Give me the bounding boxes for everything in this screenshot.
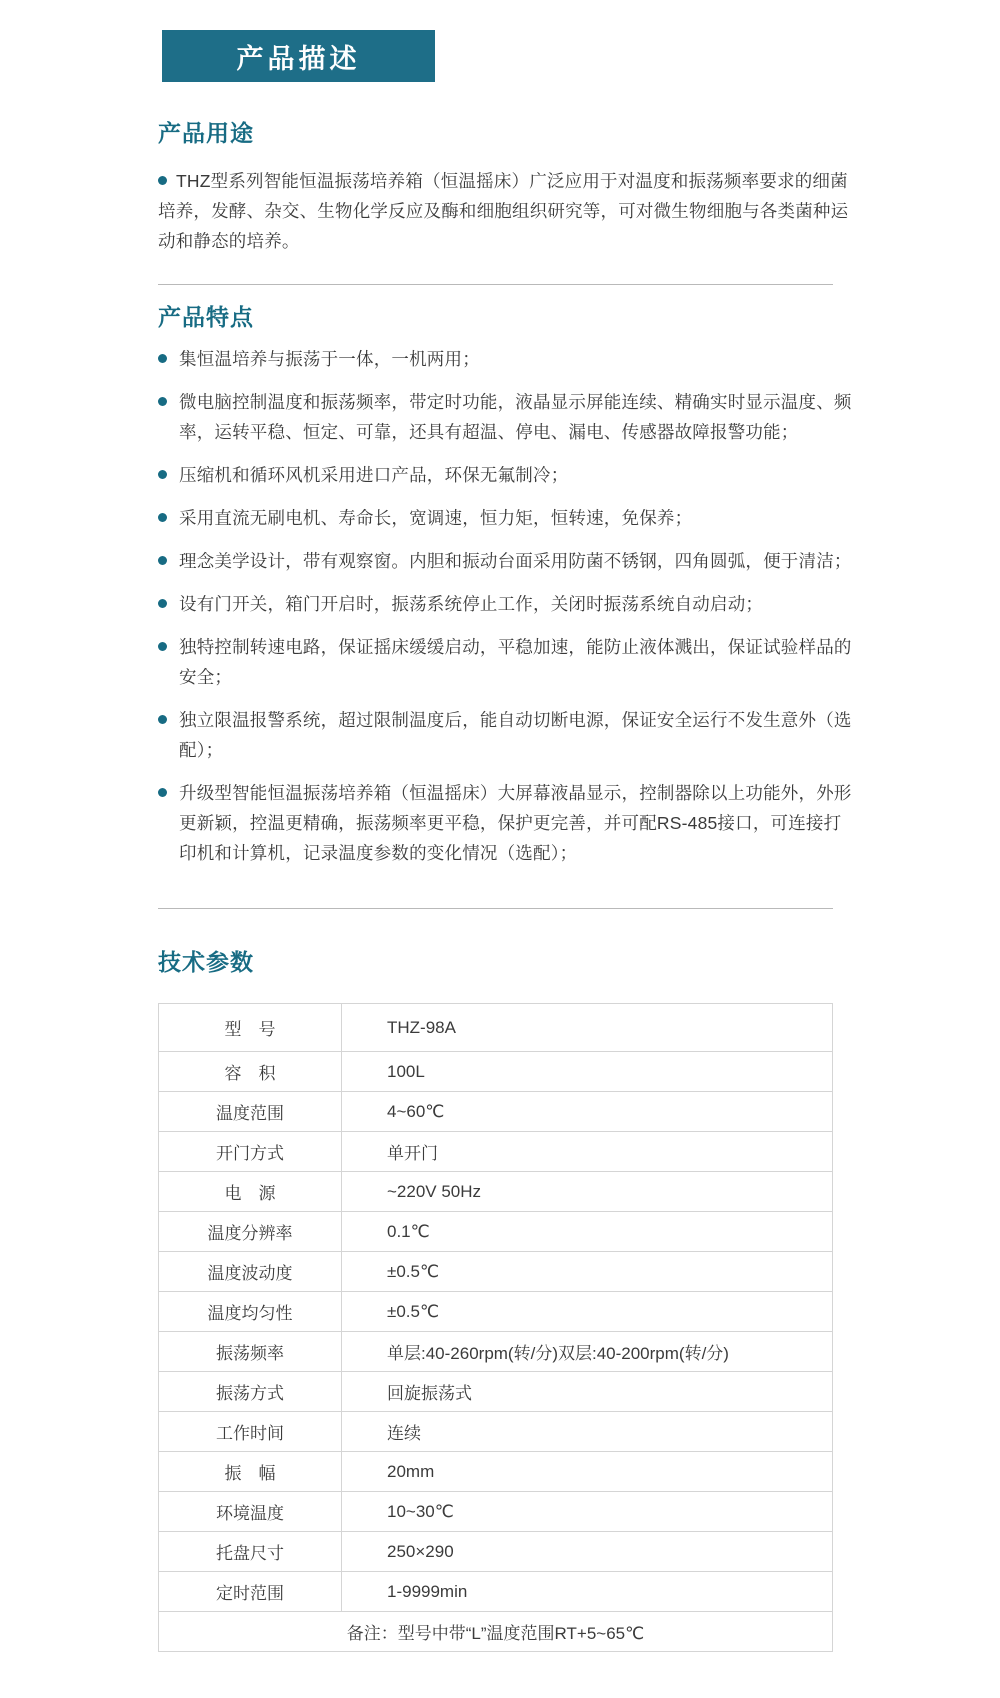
spec-row bbox=[159, 1252, 833, 1292]
features-list bbox=[158, 344, 858, 868]
bullet-icon bbox=[158, 642, 167, 651]
spec-value: ±0.5℃ bbox=[342, 1252, 833, 1292]
spec-label: 振 幅 bbox=[159, 1452, 342, 1492]
spec-label: 托盘尺寸 bbox=[159, 1532, 342, 1572]
spec-value: 20mm bbox=[342, 1452, 833, 1492]
spec-row bbox=[159, 1004, 833, 1052]
spec-label: 温度分辨率 bbox=[159, 1212, 342, 1252]
page-content bbox=[158, 0, 858, 1652]
spec-row bbox=[159, 1172, 833, 1212]
spec-label: 开门方式 bbox=[159, 1132, 342, 1172]
banner-title: 产品描述 bbox=[236, 43, 361, 74]
section-divider bbox=[158, 908, 833, 909]
bullet-icon bbox=[158, 354, 167, 363]
spec-value: ~220V 50Hz bbox=[342, 1172, 833, 1212]
spec-label: 振荡方式 bbox=[159, 1372, 342, 1412]
spec-value: 10~30℃ bbox=[342, 1492, 833, 1532]
feature-text: 集恒温培养与振荡于一体，一机两用； bbox=[179, 349, 480, 369]
bullet-icon bbox=[158, 556, 167, 565]
spec-label: 电 源 bbox=[159, 1172, 342, 1212]
spec-row bbox=[159, 1412, 833, 1452]
bullet-icon bbox=[158, 176, 167, 185]
spec-row bbox=[159, 1572, 833, 1612]
spec-value: 4~60℃ bbox=[342, 1092, 833, 1132]
feature-item bbox=[158, 546, 858, 576]
spec-value: 250×290 bbox=[342, 1532, 833, 1572]
feature-item bbox=[158, 387, 858, 447]
spec-row bbox=[159, 1292, 833, 1332]
feature-text: 设有门开关，箱门开启时，振荡系统停止工作，关闭时振荡系统自动启动； bbox=[179, 594, 764, 614]
spec-row bbox=[159, 1332, 833, 1372]
feature-item bbox=[158, 589, 858, 619]
spec-note: 备注：型号中带“L”温度范围RT+5~65℃ bbox=[159, 1612, 833, 1652]
feature-text: 独特控制转速电路，保证摇床缓缓启动，平稳加速，能防止液体溅出，保证试验样品的安全； bbox=[179, 637, 852, 687]
specs-table bbox=[158, 1003, 833, 1652]
spec-label: 定时范围 bbox=[159, 1572, 342, 1612]
spec-row bbox=[159, 1092, 833, 1132]
spec-row bbox=[159, 1452, 833, 1492]
spec-row bbox=[159, 1372, 833, 1412]
feature-text: 独立限温报警系统，超过限制温度后，能自动切断电源，保证安全运行不发生意外（选配）； bbox=[179, 710, 852, 760]
spec-label: 容 积 bbox=[159, 1052, 342, 1092]
feature-text: 升级型智能恒温振荡培养箱（恒温摇床）大屏幕液晶显示，控制器除以上功能外，外形更新颖，控温更精确，振荡频率更平稳，保护更完善，并可配RS-485接口，可连接打印机和计算机，记录温度参数的变化情况（选配）； bbox=[179, 783, 852, 863]
feature-item bbox=[158, 503, 858, 533]
feature-item bbox=[158, 632, 858, 692]
feature-item bbox=[158, 778, 858, 868]
usage-text: THZ型系列智能恒温振荡培养箱（恒温摇床）广泛应用于对温度和振荡频率要求的细菌培养，发酵、杂交、生物化学反应及酶和细胞组织研究等，可对微生物细胞与各类菌种运动和静态的培养。 bbox=[158, 171, 849, 251]
spec-label: 型 号 bbox=[159, 1004, 342, 1052]
bullet-icon bbox=[158, 788, 167, 797]
spec-value: 回旋振荡式 bbox=[342, 1372, 833, 1412]
bullet-icon bbox=[158, 513, 167, 522]
usage-heading: 产品用途 bbox=[158, 120, 254, 146]
feature-text: 理念美学设计，带有观察窗。内胆和振动台面采用防菌不锈钢，四角圆弧，便于清洁； bbox=[179, 551, 852, 571]
spec-label: 环境温度 bbox=[159, 1492, 342, 1532]
spec-row bbox=[159, 1492, 833, 1532]
spec-row bbox=[159, 1052, 833, 1092]
spec-value: ±0.5℃ bbox=[342, 1292, 833, 1332]
feature-text: 微电脑控制温度和振荡频率，带定时功能，液晶显示屏能连续、精确实时显示温度、频率，运转平稳、恒定、可靠，还具有超温、停电、漏电、传感器故障报警功能； bbox=[179, 392, 852, 442]
spec-row bbox=[159, 1212, 833, 1252]
spec-value: 单开门 bbox=[342, 1132, 833, 1172]
spec-value: 0.1℃ bbox=[342, 1212, 833, 1252]
spec-row bbox=[159, 1532, 833, 1572]
spec-value: THZ-98A bbox=[342, 1004, 833, 1052]
spec-value: 100L bbox=[342, 1052, 833, 1092]
spec-value: 单层:40-260rpm(转/分)双层:40-200rpm(转/分) bbox=[342, 1332, 833, 1372]
spec-value: 1-9999min bbox=[342, 1572, 833, 1612]
features-heading: 产品特点 bbox=[158, 304, 254, 330]
spec-label: 工作时间 bbox=[159, 1412, 342, 1452]
spec-row bbox=[159, 1132, 833, 1172]
section-divider bbox=[158, 284, 833, 285]
spec-note-row bbox=[159, 1612, 833, 1652]
feature-item bbox=[158, 460, 858, 490]
feature-item bbox=[158, 705, 858, 765]
feature-item bbox=[158, 344, 858, 374]
feature-text: 采用直流无刷电机、寿命长，宽调速，恒力矩，恒转速，免保养； bbox=[179, 508, 693, 528]
spec-label: 温度波动度 bbox=[159, 1252, 342, 1292]
specs-table-body bbox=[159, 1004, 833, 1652]
spec-label: 温度范围 bbox=[159, 1092, 342, 1132]
feature-text: 压缩机和循环风机采用进口产品，环保无氟制冷； bbox=[179, 465, 569, 485]
bullet-icon bbox=[158, 397, 167, 406]
bullet-icon bbox=[158, 470, 167, 479]
bullet-icon bbox=[158, 599, 167, 608]
spec-label: 振荡频率 bbox=[159, 1332, 342, 1372]
spec-value: 连续 bbox=[342, 1412, 833, 1452]
usage-paragraph bbox=[158, 166, 858, 256]
spec-label: 温度均匀性 bbox=[159, 1292, 342, 1332]
specs-heading: 技术参数 bbox=[158, 949, 254, 975]
bullet-icon bbox=[158, 715, 167, 724]
